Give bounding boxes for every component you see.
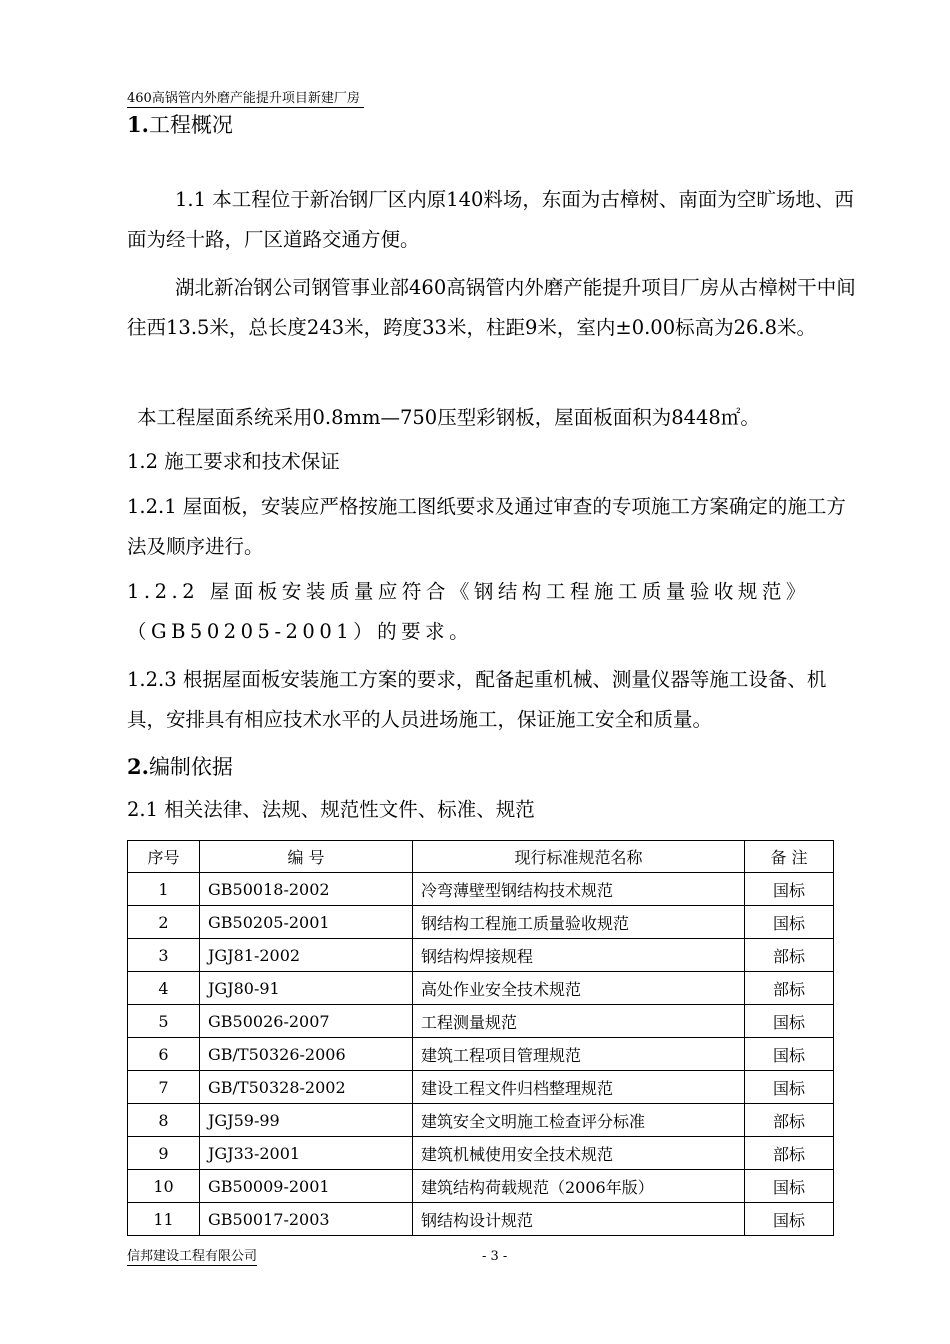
section-1-heading	[127, 110, 233, 140]
cell-code: JGJ81-2002	[200, 939, 413, 972]
table-row	[128, 1005, 834, 1038]
cell-standard-name: 高处作业安全技术规范	[413, 972, 745, 1005]
subheading-2-1: 2.1 相关法律、法规、规范性文件、标准、规范	[127, 798, 535, 821]
section-1-title: 工程概况	[148, 113, 233, 137]
header-standard-name: 现行标准规范名称	[413, 841, 745, 873]
cell-remark: 国标	[745, 1038, 834, 1071]
cell-standard-name: 建筑结构荷载规范（2006年版）	[413, 1170, 745, 1203]
cell-standard-name: 冷弯薄壁型钢结构技术规范	[413, 873, 745, 906]
cell-remark: 国标	[745, 1071, 834, 1104]
cell-code: GB/T50326-2006	[200, 1038, 413, 1071]
subheading-1-2: 1.2 施工要求和技术保证	[127, 450, 340, 473]
paragraph-building-info: 湖北新冶钢公司钢管事业部460高锅管内外磨产能提升项目厂房从古樟树干中间往西13.5米，总长度243米，跨度33米，柱距9米，室内±0.00标高为26.8米。	[127, 276, 856, 339]
cell-seq: 2	[128, 906, 200, 939]
cell-remark: 部标	[745, 972, 834, 1005]
cell-seq: 6	[128, 1038, 200, 1071]
paragraph-roof-system: 本工程屋面系统采用0.8mm—750压型彩钢板，屋面板面积为8448㎡。	[137, 406, 760, 429]
paragraph-1-2-3: 1.2.3 根据屋面板安装施工方案的要求，配备起重机械、测量仪器等施工设备、机具，安排具有相应技术水平的人员进场施工，保证施工安全和质量。	[127, 668, 827, 731]
cell-seq: 5	[128, 1005, 200, 1038]
cell-code: GB50009-2001	[200, 1170, 413, 1203]
cell-seq: 10	[128, 1170, 200, 1203]
footer-company: 信邦建设工程有限公司	[127, 1249, 258, 1264]
cell-seq: 3	[128, 939, 200, 972]
cell-standard-name: 钢结构设计规范	[413, 1203, 745, 1236]
footer-page-number: - 3 -	[482, 1249, 508, 1264]
cell-seq: 9	[128, 1137, 200, 1170]
table-row	[128, 939, 834, 972]
cell-remark: 部标	[745, 1137, 834, 1170]
cell-remark: 国标	[745, 873, 834, 906]
cell-seq: 1	[128, 873, 200, 906]
header-code: 编 号	[200, 841, 413, 873]
table-row	[128, 972, 834, 1005]
page-header: 460高锅管内外磨产能提升项目新建厂房	[127, 91, 364, 108]
table-row	[128, 873, 834, 906]
table-row	[128, 1203, 834, 1236]
cell-code: JGJ33-2001	[200, 1137, 413, 1170]
cell-code: GB50018-2002	[200, 873, 413, 906]
paragraph-1-2-1: 1.2.1 屋面板，安装应严格按施工图纸要求及通过审查的专项施工方案确定的施工方法及顺序进行。	[127, 495, 846, 558]
cell-seq: 7	[128, 1071, 200, 1104]
cell-code: GB50026-2007	[200, 1005, 413, 1038]
cell-standard-name: 建设工程文件归档整理规范	[413, 1071, 745, 1104]
cell-standard-name: 建筑机械使用安全技术规范	[413, 1137, 745, 1170]
cell-seq: 11	[128, 1203, 200, 1236]
cell-code: JGJ80-91	[200, 972, 413, 1005]
table-row	[128, 1071, 834, 1104]
paragraph-1-2-2: 1.2.2 屋面板安装质量应符合《钢结构工程施工质量验收规范》（GB50205-2001）的要求。	[127, 580, 810, 643]
paragraph-1-1: 1.1 本工程位于新冶钢厂区内原140料场，东面为古樟树、南面为空旷场地、西面为经十路，厂区道路交通方便。	[127, 188, 854, 251]
cell-code: JGJ59-99	[200, 1104, 413, 1137]
cell-remark: 国标	[745, 1170, 834, 1203]
table-row	[128, 1137, 834, 1170]
header-seq: 序号	[128, 841, 200, 873]
cell-standard-name: 钢结构工程施工质量验收规范	[413, 906, 745, 939]
table-row	[128, 1104, 834, 1137]
cell-code: GB50205-2001	[200, 906, 413, 939]
cell-code: GB50017-2003	[200, 1203, 413, 1236]
cell-seq: 8	[128, 1104, 200, 1137]
cell-standard-name: 钢结构焊接规程	[413, 939, 745, 972]
cell-remark: 国标	[745, 1203, 834, 1236]
cell-standard-name: 建筑工程项目管理规范	[413, 1038, 745, 1071]
cell-remark: 部标	[745, 1104, 834, 1137]
section-1-number: 1.	[127, 112, 149, 137]
table-header-row	[128, 841, 834, 873]
cell-code: GB/T50328-2002	[200, 1071, 413, 1104]
cell-seq: 4	[128, 972, 200, 1005]
standards-table	[127, 840, 834, 1236]
cell-remark: 部标	[745, 939, 834, 972]
cell-remark: 国标	[745, 1005, 834, 1038]
section-2-number: 2.	[127, 754, 149, 779]
cell-standard-name: 工程测量规范	[413, 1005, 745, 1038]
cell-remark: 国标	[745, 906, 834, 939]
table-row	[128, 1038, 834, 1071]
header-remark: 备 注	[745, 841, 834, 873]
section-2-title: 编制依据	[148, 755, 233, 779]
table-row	[128, 1170, 834, 1203]
cell-standard-name: 建筑安全文明施工检查评分标准	[413, 1104, 745, 1137]
table-row	[128, 906, 834, 939]
section-2-heading	[127, 750, 233, 784]
